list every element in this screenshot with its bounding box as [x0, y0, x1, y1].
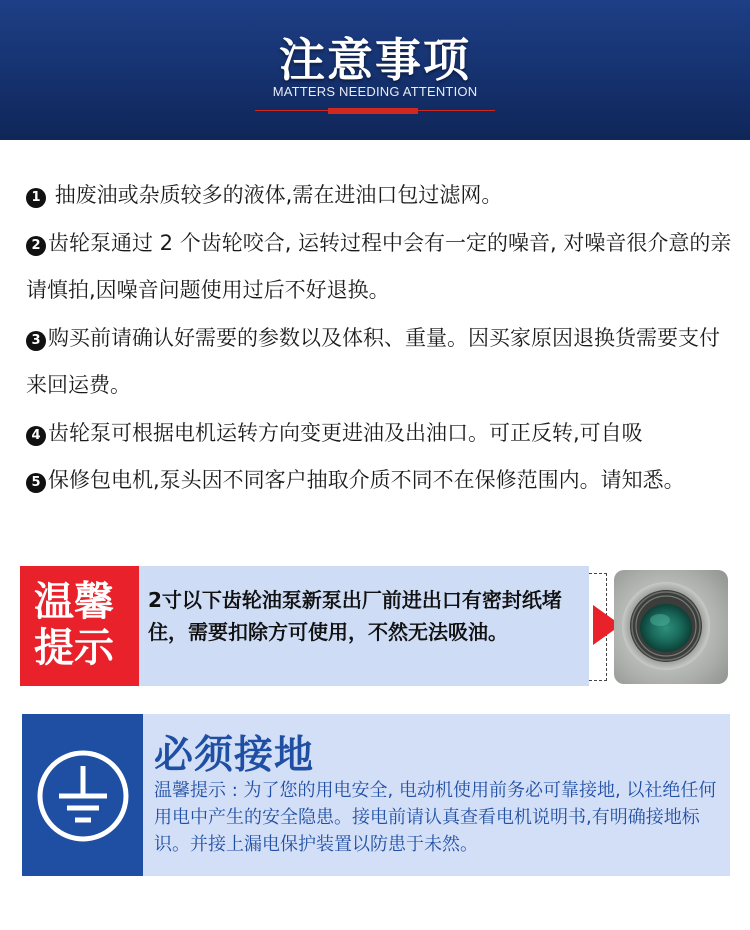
- note-item-4: [26, 410, 738, 458]
- note-text-3: 购买前请确认好需要的参数以及体积、重量。因买家原因退换货需要支付来回运费。: [26, 325, 720, 397]
- warm-tip-text-box: [139, 566, 589, 686]
- note-text-1: 抽废油或杂质较多的液体,需在进油口包过滤网。: [54, 183, 503, 207]
- grounding-text: 温馨提示 : 为了您的用电安全, 电动机使用前务必可靠接地, 以社绝任何用电中产生的安全隐患。接电前请认真查看电机说明书,有明确接地标识。并接上漏电保护装置以防患于未然。: [154, 780, 717, 855]
- ground-symbol-icon: [22, 714, 143, 876]
- page-subtitle: MATTERS NEEDING ATTENTION: [272, 84, 478, 99]
- grounding-title: 必须接地: [154, 733, 315, 778]
- note-item-1: [26, 172, 738, 220]
- warm-tip-label: [20, 566, 139, 686]
- note-text-4: 齿轮泵可根据电机运转方向变更进油及出油口。可正反转,可自吸: [48, 420, 643, 445]
- number-badge-5: 5: [26, 473, 46, 493]
- header-accent-bar: [328, 108, 418, 114]
- notes-list: [26, 172, 738, 505]
- pump-port-photo: [614, 570, 728, 684]
- warm-tip-text: 2寸以下齿轮油泵新泵出厂前进出口有密封纸堵住，需要扣除方可使用，不然无法吸油。: [148, 588, 562, 644]
- number-badge-2: 2: [26, 236, 46, 256]
- note-item-5: [26, 457, 738, 505]
- pump-port-illustration: [614, 570, 728, 684]
- note-text-2: 齿轮泵通过 2 个齿轮咬合, 运转过程中会有一定的噪音, 对噪音很介意的亲请慎拍,因噪音问题使用过后不好退换。: [26, 230, 732, 302]
- note-text-5: 保修包电机,泵头因不同客户抽取介质不同不在保修范围内。请知悉。: [48, 468, 685, 492]
- ground-icon-panel: [22, 714, 143, 876]
- warm-tip-label-line2: 提示: [34, 625, 114, 671]
- number-badge-1: 1: [26, 188, 46, 208]
- page-title: 注意事项: [279, 33, 471, 87]
- number-badge-3: 3: [26, 331, 46, 351]
- warm-tip-label-line1: 温馨: [34, 579, 114, 625]
- note-item-2: [26, 220, 738, 315]
- note-item-3: [26, 315, 738, 410]
- number-badge-4: 4: [26, 426, 46, 446]
- header-banner: [0, 0, 750, 140]
